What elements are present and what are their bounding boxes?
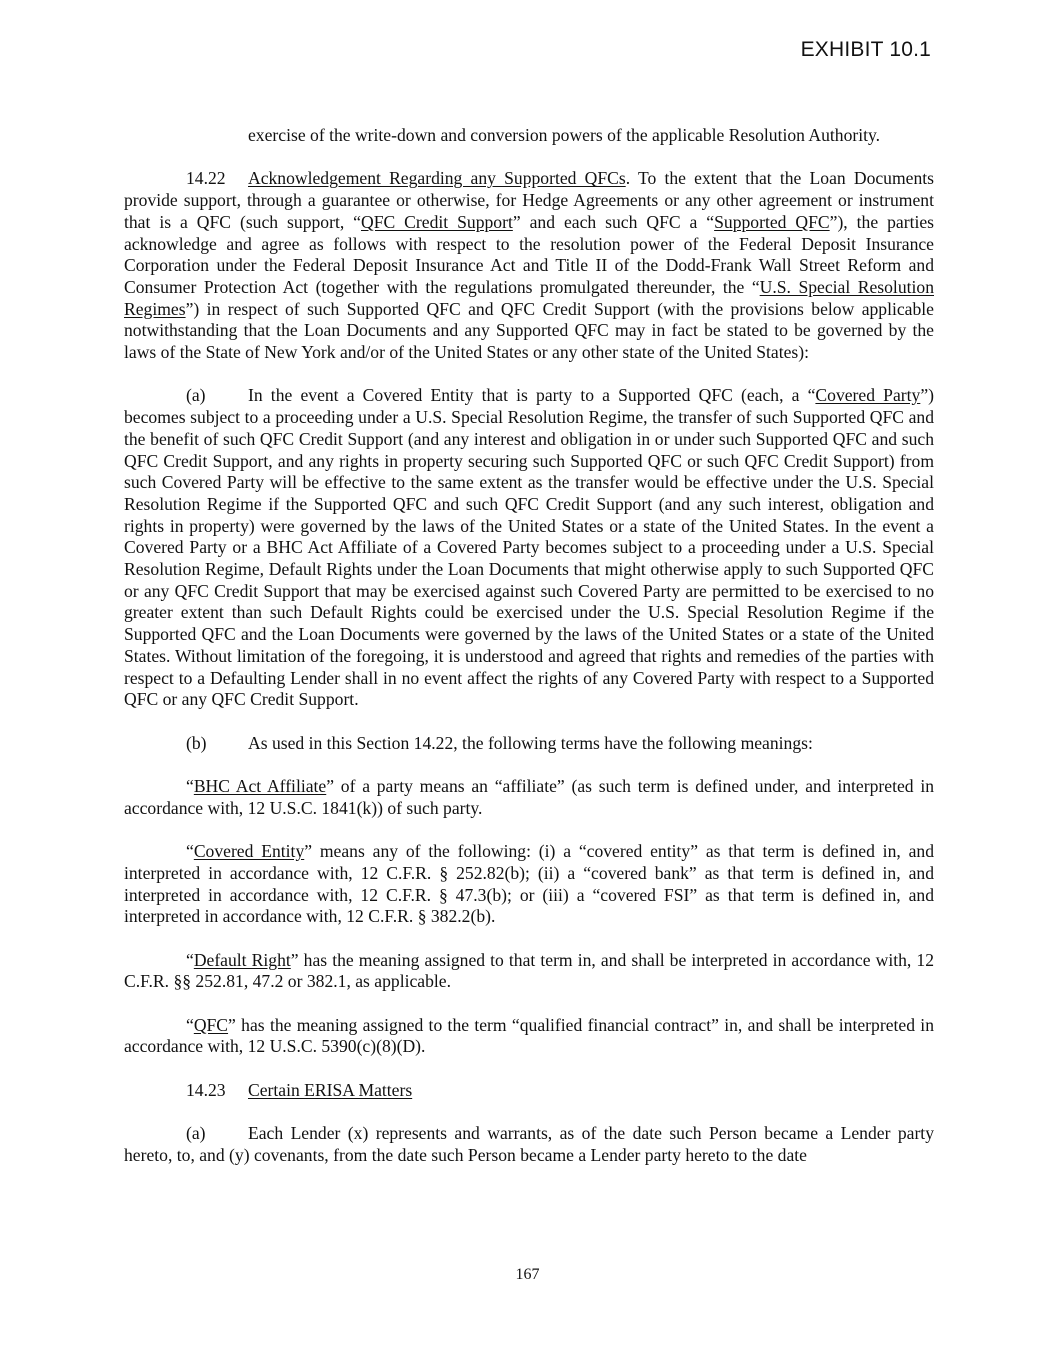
defined-term: QFC Credit Support [361,211,513,232]
paragraph-a: (a) In the event a Covered Entity that is party to a Supported QFC (each, a “Covered Party”) becomes subject to a proceeding under a U.S. Special Resolution Regime, the transfer of such Supported QFC and the benefit of such QFC Credit Support (and any interest and obligation in or under such Supported QFC and such QFC Credit Support, and any rights in property securing such Supported QFC or such QFC Credit Support) from such Covered Party will be effective to the same extent as the transfer would be effective under the U.S. Special Resolution Regime if the Supported QFC and such QFC Credit Support (and any such interest, obligation and rights in property) were governed by the laws of the United States or a state of the United States. In the event a Covered Party or a BHC Act Affiliate of a Covered Party becomes subject to a proceeding under a U.S. Special Resolution Regime, Default Rights under the Loan Documents that might otherwise apply to such Supported QFC or any QFC Credit Support that may be exercised against such Covered Party are permitted to be exercised to no greater extent than such Default Rights could be exercised under the U.S. Special Resolution Regime if the Supported QFC and the Loan Documents were governed by the laws of the United States or a state of the United States. Without limitation of the foregoing, it is understood and agreed that rights and remedies of the parties with respect to a Defaulting Lender shall in no event affect the rights of any Covered Party with respect to a Supported QFC or any QFC Credit Support. [124,385,934,710]
exhibit-label: EXHIBIT 10.1 [800,38,931,61]
paragraph-label: (b) [186,732,207,753]
document-page [124,125,934,1188]
section-heading: Acknowledgement Regarding any Supported QFCs [248,168,626,189]
definition-qfc: “QFC” has the meaning assigned to the term “qualified financial contract” in, and shall be interpreted in accordance with, 12 U.S.C. 5390(c)(8)(D). [124,1014,934,1057]
defined-term: Default Right [193,949,291,970]
paragraph-label: (a) [186,1123,206,1144]
page-number: 167 [515,1266,540,1283]
section-heading: Certain ERISA Matters [248,1079,413,1100]
definition-covered-entity: “Covered Entity” means any of the following: (i) a “covered entity” as that term is defined in, and interpreted in accordance with, 12 C.F.R. § 252.82(b); (ii) a “covered bank” as that term is defined in, and interpreted in accordance with, 12 C.F.R. § 47.3(b); or (iii) a “covered FSI” as that term is defined in, and interpreted in accordance with, 12 C.F.R. § 382.2(b). [124,841,934,927]
defined-term: U.S. Special Resolution Regimes [124,276,934,319]
section-number: 14.23 [186,1079,226,1100]
continuation-paragraph: exercise of the write-down and conversion powers of the applicable Resolution Authority. [248,125,881,145]
section-14-23-paragraph-a: (a) Each Lender (x) represents and warrants, as of the date such Person became a Lender party hereto, to, and (y) covenants, from the date such Person became a Lender party hereto to the date [124,1123,934,1165]
section-14-22: 14.22 Acknowledgement Regarding any Supported QFCs. To the extent that the Loan Documents provide support, through a guarantee or otherwise, for Hedge Agreements or any other agreement or instrument that is a QFC (such support, “QFC Credit Support” and each such QFC a “Supported QFC”), the parties acknowledge and agree as follows with respect to the resolution power of the Federal Deposit Insurance Corporation under the Federal Deposit Insurance Act and Title II of the Dodd-Frank Wall Street Reform and Consumer Protection Act (together with the regulations promulgated thereunder, the “U.S. Special Resolution Regimes”) in respect of such Supported QFC and QFC Credit Support (with the provisions below applicable notwithstanding that the Loan Documents and any Supported QFC may in fact be stated to be governed by the laws of the State of New York and/or of the United States or any other state of the United States): [124,168,935,363]
defined-term: Supported QFC [714,211,830,232]
defined-term: Covered Entity [193,841,305,862]
definition-bhc-act-affiliate: “BHC Act Affiliate” of a party means an “affiliate” (as such term is defined under, and interpreted in accordance with, 12 U.S.C. 1841(k)) of such party. [124,776,934,818]
defined-term: QFC [193,1014,229,1035]
defined-term: Covered Party [815,385,921,406]
paragraph-b: (b) As used in this Section 14.22, the following terms have the following meanings: [186,732,813,753]
defined-term: BHC Act Affiliate [193,776,327,797]
definition-default-right: “Default Right” has the meaning assigned to that term in, and shall be interpreted in accordance with, 12 C.F.R. §§ 252.81, 47.2 or 382.1, as applicable. [124,949,934,992]
section-14-23 [124,1080,934,1102]
section-number: 14.22 [186,168,226,189]
paragraph-label: (a) [186,385,206,406]
